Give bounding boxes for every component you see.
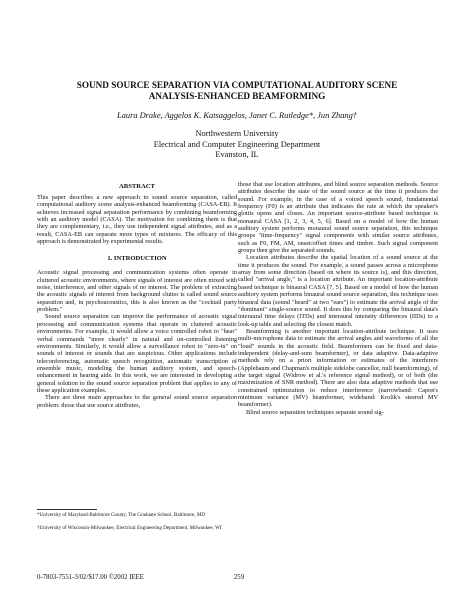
left-column	[37, 183, 237, 409]
affiliation-block	[40, 129, 434, 161]
title-line-2: ANALYSIS-ENHANCED BEAMFORMING	[148, 91, 326, 101]
introduction-heading: 1. INTRODUCTION	[107, 255, 167, 263]
intro-paragraph-1: Acoustic signal processing and communication systems often operate in cluttered acoustic environments, where signals of interest are often mixed with noise, interference, and other signals of no interest. The problem of extracting the acoustic signals of interest from background clutter is called sound source separation and, in psychoacoustics, this is also known as the "cocktail party problem."	[37, 269, 237, 314]
right-paragraph-3: Beamforming is another important location-attribute technique. It uses multi-microphone data to estimate the arrival angles and waveforms of all the "loud" sounds in the acoustic field. Beamformers can be fixed and data-independent (delay-and-sum beamformer), or data adaptive. Data-adaptive methods rely on a priori information or estimates of the interferers (Applebaum and Chapman's multiple sidelobe cancellor, null beamforming), of the target signal (Widrow et al.'s reference signal method), or of both (the maximization of SNR method). There are also data adaptive methods that use constrained optimization to reduce interference (narrowband: Capon's minimum variance (MV) beamformer, wideband: Krolik's steered MV beamformer).	[238, 327, 438, 409]
right-column	[238, 181, 438, 416]
paper-title	[40, 80, 434, 102]
affiliation-university: Northwestern University	[195, 129, 279, 138]
title-line-1: SOUND SOURCE SEPARATION VIA COMPUTATIONAL AUDITORY SCENE	[76, 80, 398, 90]
intro-paragraph-2: Sound source separation can improve the performance of acoustic signal processing and communication systems that operate in cluttered acoustic environments. For example, it would allow a voice controlled robot to "hear" verbal commands "more clearly" in natural and un-controlled listening environments. Similarly, it would allow a surveillance robot to "zero-in" on sounds of interest or sounds that are suspicious. Other applications include teleconferencing, automatic speech recognition, automatic transcription of ensemble music, modeling the human auditory system, and speech-enhancement in hearing aids. In this work, we are interested in developing a general solution to the sound source separation problem that applies to any of these application examples.	[37, 313, 237, 394]
right-paragraph-4: Blind source separation techniques separate sound sig-	[246, 408, 384, 416]
abstract-text: This paper describes a new approach to sound source separation, called computational auditory scene analysis-enhanced beamforming (CASA-EB). It achieves increased signal separation performance by combining beamforming with an auditory model (CASA). The motivation for combining them is that they are complementary, i.e., they use independent signal attributes, and as a result, CASA-EB can separate more types of mixtures. The efficacy of this approach is demonstrated by experimental results.	[37, 194, 237, 246]
page-number: 259	[233, 574, 245, 581]
right-paragraph-1: those that use location attributes, and blind source separation methods. Source attributes describe the state of the sound source at the time it produces the sound. For example, in the case of a voiced speech sound, fundamental frequency (F0) is an attribute that indicates the rate at which the speaker's glottis opens and closes. An important source-attribute based technique is monaural CASA [1, 2, 3, 4, 5, 6]. Based on a model of how the human auditory system performs monaural sound source separation, this technique groups "time-frequency" signal components with similar source attributes, such as F0, FM, AM, onset/offset times and timbre. Such signal component groups then give the separated sounds.	[238, 181, 438, 255]
affiliation-department: Electrical and Computer Engineering Department	[153, 139, 321, 149]
footnote-2: †University of Wisconsin-Milwaukee, Electrical Engineering Department, Milwaukee, WI	[37, 525, 222, 531]
abstract-heading: ABSTRACT	[119, 183, 155, 190]
footnote-1: *University of Maryland-Baltimore County, The Graduate School, Baltimore, MD	[37, 512, 206, 518]
isbn-copyright: 0-7803-7551-3/02/$17.00 ©2002 IEEE	[37, 574, 144, 581]
footnote-divider	[37, 509, 97, 510]
intro-paragraph-3: There are three main approaches to the general sound source separation problem: those that use source attributes,	[37, 394, 237, 409]
right-paragraph-2: Location attributes describe the spatial location of a sound source at the time it produces the sound. For example, a sound passes across a microphone array from some direction (based on where its source is), and this direction, called "arrival angle," is a location attribute. An important location-attribute based technique is binaural CASA [7, 5]. Based on a model of how the human auditory system performs binaural sound source separation, this technique uses binaural data (sound "heard" at two "ears") to estimate the arrival angle of the "dominant" single-source sound. It does this by comparing the binaural data's interaural time delays (ITDs) and interaural intensity differences (IIDs) to a look-up table and selecting the closest match.	[238, 254, 438, 328]
author-list: Laura Drake, Aggelos K. Katsaggelos, Janet C. Rutledge*, Jun Zhang†	[117, 111, 357, 120]
affiliation-location: Evanston, IL	[215, 150, 259, 159]
